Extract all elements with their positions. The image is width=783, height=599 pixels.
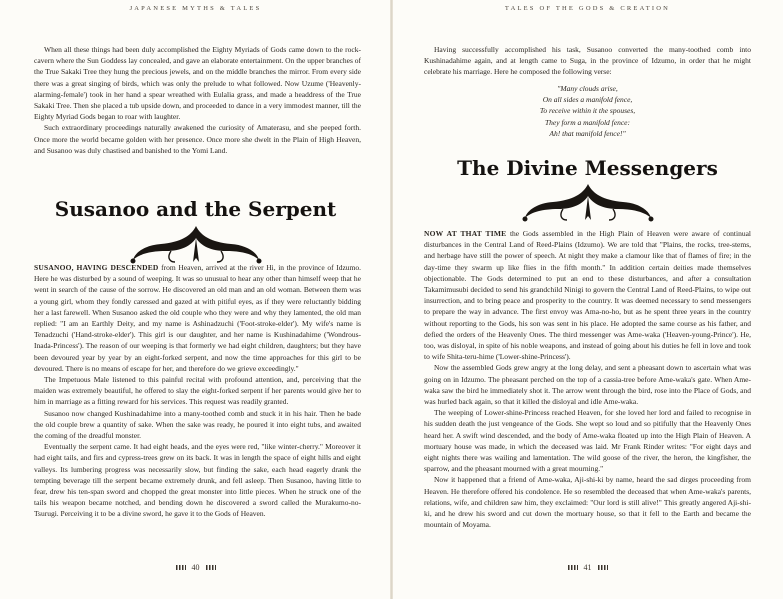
poem: [392, 83, 783, 139]
paragraph: NOW AT THAT TIME the Gods assembled in the High Plain of Heaven were aware of continual disturbances in the Central Land of Reed-Plains (Idzumo). We are told that "Plains, the rocks, tree-stems, and herbage have still the power of speech. At night they make a clamour like that of flames of fire; in the day-time they swarm up like flies in the fifth month." In addition certain deities made themselves objectionable. The Gods determined to put an end to these disturbances, and after a consultation Takamimusubi decided to send his grandchild Ninigi to govern the Central Land of Reed-Plains, to wipe out insurrection, and to bring peace and prosperity to the country. It was deemed necessary to send messengers to prepare the way in advance. The first envoy was Ama-no-ho, but as he spent three years in the country without reporting to the Gods, his son was sent in his place. He adopted the same course as his father, and defied the orders of the Heavenly Ones. The third messenger was Ame-waka ('Heaven-young-Prince'). He, too, was disloyal, in spite of his noble weapons, and instead of going about his duties he fell in love and took to wife Shita-teru-hime ('Lower-shine-Princess').: [424, 229, 751, 362]
folio-right: [392, 563, 783, 572]
chapter-title-right: The Divine Messengers: [457, 156, 718, 180]
page-number: 40: [191, 563, 200, 572]
poem-line: On all sides a manifold fence,: [542, 95, 633, 105]
poem-line: "Many clouds arise,: [557, 84, 618, 93]
running-head-right: TALES OF THE GODS & CREATION: [504, 5, 671, 12]
lead-in: SUSANOO, HAVING DESCENDED: [34, 263, 159, 272]
paragraph: Having successfully accomplished his task, Susanoo converted the many-toothed comb into Kushinadahime again, and at length came to Suga, in the province of Idzumo, in order that he might celebrate his marriage. Here he composed the following verse:: [424, 45, 751, 77]
paragraph: Eventually the serpent came. It had eight heads, and the eyes were red, "like winter-cherry." Moreover it had eight tails, and firs and cypress-trees grew on its back. It was in length the space of eight hills and eight valleys. Its lumbering progress was necessarily slow, but finding the sake, each head eagerly drank the tempting beverage till the serpent became extremely drunk, and fell asleep. Then Susanoo, having little to fear, drew his ten-span sword and chopped the great monster into little pieces. When he struck one of the tails his weapon became notched, and bending down he discovered a sword called the Murakumo-no-Tsurugi. Perceiving it to be a divine sword, he gave it to the Gods of Heaven.: [34, 442, 361, 519]
flourish-ornament-icon: [513, 182, 663, 224]
right-main-text: [424, 228, 751, 530]
paragraph: Such extraordinary proceedings naturally awakened the curiosity of Amaterasu, and she peeped forth. Once more the world became golden with her presence. Once more she dwelt in the Plain of High Heaven, and Susanoo was duly chastised and banished to the Yomi Land.: [34, 123, 361, 155]
paragraph: When all these things had been duly accomplished the Eighty Myriads of Gods came down to the rock-cavern where the Sun Goddess lay concealed, and gave an elaborate entertainment. On the upper branches of the True Sakaki Tree they hung the precious jewels, and on the middle branches the mirror. From every side there was a great singing of birds, which was only the prelude to what followed. Now Uzume ('Heavenly-alarming-female') took in her hand a spear wreathed with Eulalia grass, and made a headdress of the True Sakaki Tree. Then she placed a tub upside down, and proceeded to dance in a very immodest manner, till the Eighty Myriad Gods began to roar with laughter.: [34, 45, 361, 122]
folio-ornament-icon: [598, 565, 608, 570]
folio-ornament-icon: [176, 565, 186, 570]
poem-line: To receive within it the spouses,: [539, 106, 636, 116]
left-page: [0, 0, 391, 599]
folio-ornament-icon: [206, 565, 216, 570]
folio-ornament-icon: [568, 565, 578, 570]
lead-in: NOW AT THAT TIME: [424, 229, 507, 238]
left-bottom-text: [34, 262, 361, 520]
page-number: 41: [583, 563, 592, 572]
paragraph: The weeping of Lower-shine-Princess reached Heaven, for she loved her lord and failed to recognise in his sudden death the just vengeance of the Gods. She wept so loud and so pitifully that the Heavenly Ones heard her. A swift wind descended, and the body of Ame-waka floated up into the High Plain of Heaven. A mortuary house was made, in which the deceased was laid. Mr Frank Rinder writes: "For eight days and eight nights there was wailing and lamentation. The wild goose of the river, the heron, the kingfisher, the sparrow, and the pheasant mourned with a great mourning.": [424, 408, 751, 474]
folio-left: [0, 563, 391, 572]
poem-line: They form a manifold fence:: [545, 117, 630, 127]
left-top-text: [34, 44, 361, 156]
running-head-left: JAPANESE MYTHS & TALES: [129, 5, 262, 12]
poem-line: Ah! that manifold fence!": [549, 128, 626, 138]
paragraph: Now it happened that a friend of Ame-waka, Aji-shi-ki by name, heard the sad dirges proceeding from Heaven. He therefore offered his condolence. He so resembled the deceased that when Ame-waka's parents, relations, wife, and children saw him, they exclaimed: "Our lord is still alive!" This greatly angered Aji-shi-ki, and he drew his sword and cut down the mortuary house, so that it fell to the Earth and became the mountain of Moyama.: [424, 475, 751, 530]
paragraph: Now the assembled Gods grew angry at the long delay, and sent a pheasant down to ascertain what was going on in Idzumo. The pheasant perched on the top of a cassia-tree before Ame-waka's gate. When Ame-waka saw the bird he immediately shot it. The arrow went through the bird, rose into the Place of Gods, and was hurled back again, so that it killed the disloyal and idle Ame-waka.: [424, 363, 751, 407]
paragraph: Susanoo now changed Kushinadahime into a many-toothed comb and stuck it in his hair. Then he bade the old couple brew a quantity of sake. When the sake was ready, he poured it into eight tubs, and awaited the coming of the dreadful monster.: [34, 408, 361, 441]
right-intro-text: [424, 44, 751, 78]
paragraph: SUSANOO, HAVING DESCENDED from Heaven, arrived at the river Hi, in the province of Idzumo. Here he was disturbed by a sound of weeping. It was so unusual to hear any other than himself weep that he went in search of the cause of the sorrow. He discovered an old man and an old woman. Between them was a young girl, whom they fondly caressed and gazed at with pitiful eyes, as if they were reluctantly bidding her a last farewell. When Susanoo asked the old couple who they were and why they lamented, the old man replied: "I am an Earthly Deity, and my name is Ashinadzuchi ('Foot-stroke-elder'). My wife's name is Tenadzuchi ('Hand-stroke-elder'). This girl is our daughter, and her name is Kushinadahime ('Wondrous-Inada-Princess'). The reason of our weeping is that formerly we had eight children, daughters; but they have been devoured year by year by an eight-forked serpent, and now the time approaches for this girl to be devoured. There is no means of escape for her, and therefore do we grieve exceedingly.": [34, 263, 361, 373]
right-page: [392, 0, 783, 599]
chapter-title-left: Susanoo and the Serpent: [54, 197, 337, 221]
flourish-ornament-icon: [121, 224, 271, 266]
paragraph: The Impetuous Male listened to this painful recital with profound attention, and, perceiving that the maiden was extremely beautiful, he offered to slay the eight-forked serpent if her parents would give her to him in marriage as a fitting reward for his services. This request was readily granted.: [34, 375, 361, 407]
